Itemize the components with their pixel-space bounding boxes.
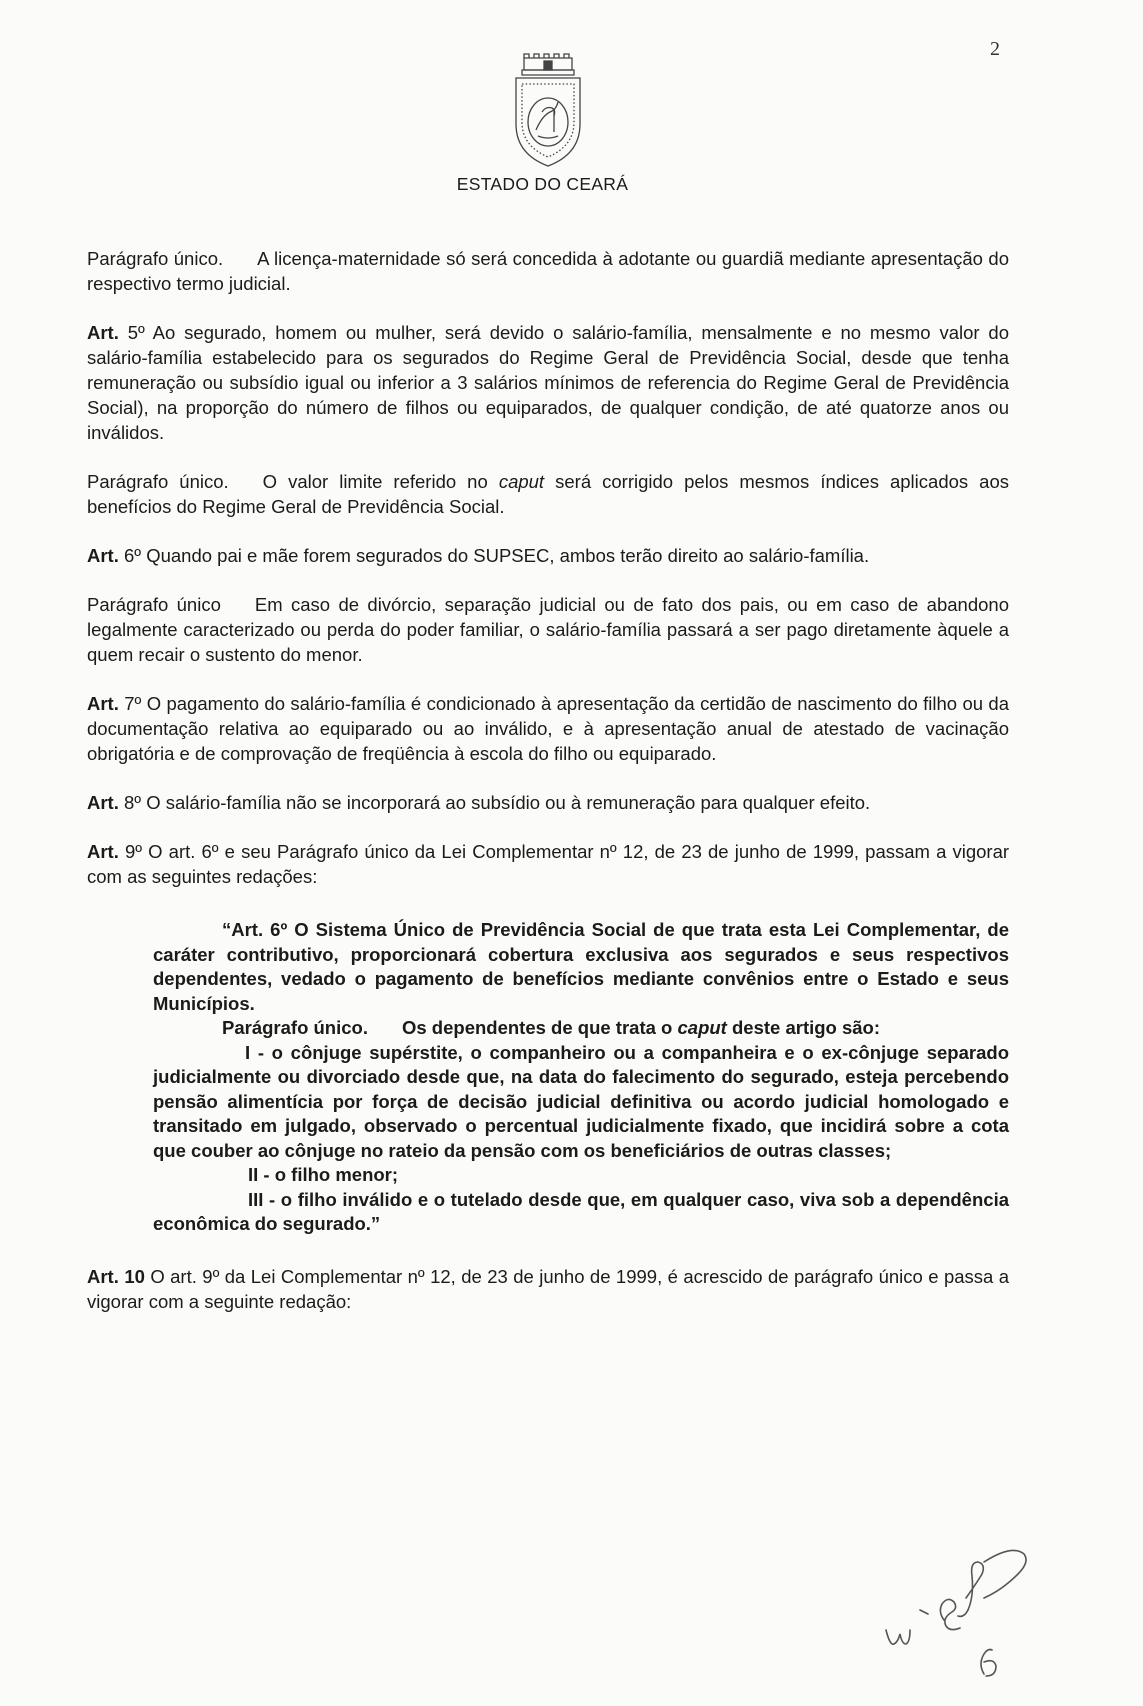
article-label: Art. bbox=[87, 1265, 119, 1287]
quoted-amendment bbox=[87, 918, 1009, 1237]
paragraph-divorcio bbox=[87, 592, 1009, 667]
quoted-paragrafo-text: Os dependentes de que trata o bbox=[401, 1017, 673, 1038]
article-text: O art. 9º da Lei Complementar nº 12, de 23 de junho de 1999, é acrescido de parágrafo único e passa a vigorar com a seguinte redação: bbox=[87, 1265, 1010, 1312]
article-text: O pagamento do salário-família é condicionado à apresentação da certidão de nascimento do filho ou da documentação relativa ao equiparado ou ao inválido, e à apresentação anual de atestado de vacinação obrigatória e de comprovação de freqüência à escola do filho ou equiparado. bbox=[87, 693, 1010, 764]
handwritten-initials-icon bbox=[880, 1492, 1080, 1692]
paragraph-label: Parágrafo único. bbox=[87, 471, 229, 492]
article-number: 7º bbox=[124, 693, 142, 714]
article-9 bbox=[87, 839, 1009, 889]
paragraph-valor-limite bbox=[87, 469, 1009, 519]
quoted-paragrafo-label: Parágrafo único. bbox=[222, 1017, 368, 1038]
quoted-item-1: I - o cônjuge supérstite, o companheiro ou a companheira e o ex-cônjuge separado judicialmente ou divorciado desde que, na data do falecimento do segurado, esteja percebendo pensão alimentícia por força de decisão judicial definitiva ou acordo judicial homologado e transitado em julgado, observado o percentual judicialmente fixado, que incidirá sobre a cota que couber ao cônjuge no rateio da pensão com os beneficiários de outras classes; bbox=[153, 1041, 1009, 1161]
paragraph-italic-term: caput bbox=[498, 471, 545, 492]
quoted-paragrafo-unico bbox=[153, 1016, 1009, 1041]
paragraph-text: A licença-maternidade só será concedida à adotante ou guardiã mediante apresentação do respectivo termo judicial. bbox=[87, 248, 1009, 294]
quoted-item-2: II - o filho menor; bbox=[248, 1164, 399, 1185]
page-number: 2 bbox=[990, 38, 1000, 60]
paragraph-text-rest: será corrigido pelos mesmos índices aplicados aos benefícios do Regime Geral de Previdência Social. bbox=[87, 471, 1010, 517]
article-label: Art. bbox=[87, 322, 119, 343]
quoted-paragrafo-rest: deste artigo são: bbox=[731, 1017, 881, 1038]
article-6 bbox=[87, 543, 1009, 568]
quoted-italic-term: caput bbox=[677, 1017, 727, 1038]
paragraph-text: O valor limite referido no bbox=[262, 471, 488, 492]
article-number: 8º bbox=[124, 792, 142, 813]
article-label: Art. bbox=[87, 693, 119, 714]
article-10 bbox=[87, 1264, 1009, 1314]
article-label: Art. bbox=[87, 545, 119, 566]
article-text: O art. 6º e seu Parágrafo único da Lei Complementar nº 12, de 23 de junho de 1999, passam a vigorar com as seguintes redações: bbox=[87, 841, 1010, 887]
article-label: Art. bbox=[87, 792, 119, 813]
state-name: ESTADO DO CEARÁ bbox=[456, 174, 629, 194]
article-8 bbox=[87, 790, 1009, 815]
paragraph-text: Em caso de divórcio, separação judicial ou de fato dos pais, ou em caso de abandono legalmente caracterizado ou perda do poder familiar, o salário-família passará a ser pago diretamente àquele a quem recair o sustento do menor. bbox=[87, 594, 1009, 665]
paragraph-label: Parágrafo único. bbox=[87, 248, 224, 269]
article-5 bbox=[87, 320, 1009, 445]
article-number: 10 bbox=[124, 1265, 145, 1287]
document-body bbox=[87, 246, 1009, 1314]
article-7 bbox=[87, 691, 1009, 766]
article-text: O salário-família não se incorporará ao subsídio ou à remuneração para qualquer efeito. bbox=[146, 792, 871, 813]
quoted-article-6: “Art. 6º O Sistema Único de Previdência Social de que trata esta Lei Complementar, de caráter contributivo, proporcionará cobertura exclusiva aos segurados e seus respectivos dependentes, vedado o pagamento de benefícios mediante convênios entre o Estado e seus Municípios. bbox=[153, 919, 1009, 1014]
article-number: 5º bbox=[127, 322, 145, 343]
article-number: 9º bbox=[125, 841, 143, 862]
article-number: 6º bbox=[124, 545, 142, 566]
quoted-item-3: III - o filho inválido e o tutelado desde que, em qualquer caso, viva sob a dependência econômica do segurado.” bbox=[153, 1188, 1009, 1234]
paragraph-label: Parágrafo único bbox=[87, 594, 221, 615]
paragraph-licenca-maternidade bbox=[87, 246, 1009, 296]
ceara-coat-of-arms-icon bbox=[508, 52, 588, 170]
article-text: Ao segurado, homem ou mulher, será devido o salário-família, mensalmente e no mesmo valor do salário-família estabelecido para os segurados do Regime Geral de Previdência Social, desde que tenha remuneração ou subsídio igual ou inferior a 3 salários mínimos de referencia do Regime Geral de Previdência Social), na proporção do número de filhos ou equiparados, de qualquer condição, de até quatorze anos ou inválidos. bbox=[87, 322, 1009, 443]
article-label: Art. bbox=[87, 841, 119, 862]
article-text: Quando pai e mãe forem segurados do SUPSEC, ambos terão direito ao salário-família. bbox=[146, 545, 870, 566]
